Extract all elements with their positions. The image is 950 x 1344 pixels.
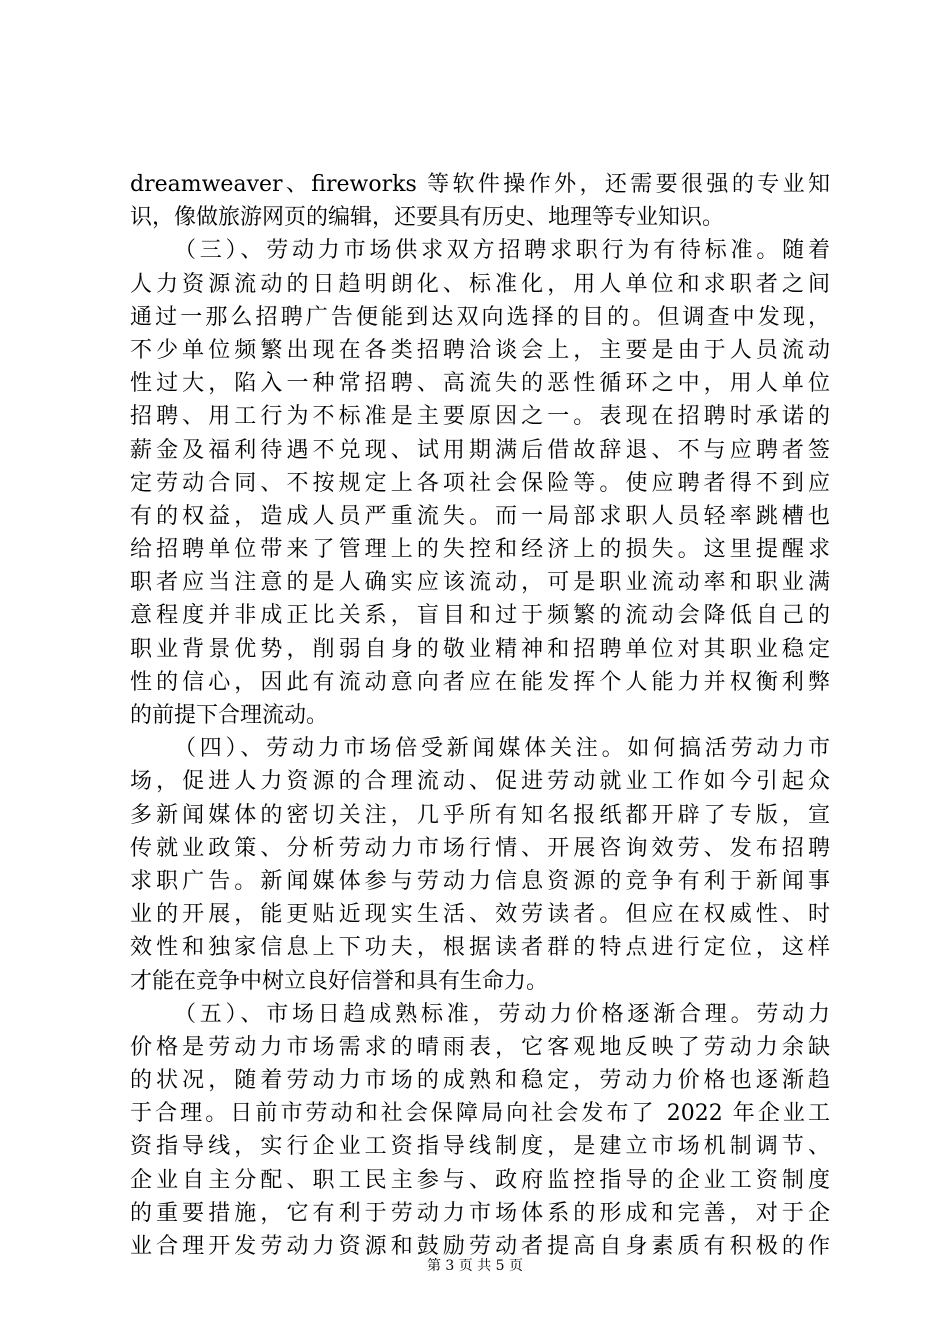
text-line: 识，像做旅游网页的编辑，还要具有历史、地理等专业知识。 [130, 205, 725, 231]
text-line: dreamweaver、fireworks 等软件操作外，还需要很强的专业知 [130, 172, 830, 197]
text-line: 求职广告。新闻媒体参与劳动力信息资源的竞争有利于新闻事 [130, 868, 830, 894]
text-line: 传就业政策、分析劳动力市场行情、开展咨询效劳、发布招聘 [130, 835, 830, 861]
text-line: 价格是劳动力市场需求的晴雨表，它客观地反映了劳动力余缺 [130, 1034, 830, 1060]
page-footer [0, 1256, 950, 1276]
text-line: 职业背景优势，削弱自身的敬业精神和招聘单位对其职业稳定 [130, 636, 830, 662]
text-line: 职者应当注意的是人确实应该流动，可是职业流动率和职业满 [130, 570, 830, 596]
text-line: （五）、市场日趋成熟标准，劳动力价格逐渐合理。劳动力 [174, 1001, 830, 1027]
text-line: 意程度并非成正比关系，盲目和过于频繁的流动会降低自己的 [130, 603, 830, 629]
text-line: 的重要措施，它有利于劳动力市场体系的形成和完善，对于企 [130, 1200, 830, 1226]
text-line: 多新闻媒体的密切关注，几乎所有知名报纸都开辟了专版，宣 [130, 802, 830, 828]
text-line: 资指导线，实行企业工资指导线制度，是建立市场机制调节、 [130, 1134, 830, 1160]
text-line: 人力资源流动的日趋明朗化、标准化，用人单位和求职者之间 [130, 271, 830, 297]
text-line: 薪金及福利待遇不兑现、试用期满后借故辞退、不与应聘者签 [130, 437, 830, 463]
document-body [130, 168, 830, 1263]
text-line: 业的开展，能更贴近现实生活、效劳读者。但应在权威性、时 [130, 902, 830, 928]
text-line: 性的信心，因此有流动意向者应在能发挥个人能力并权衡利弊 [130, 669, 830, 695]
page-number: 第 3 页 共 5 页 [426, 1258, 524, 1274]
text-line: 通过一那么招聘广告便能到达双向选择的目的。但调查中发现， [130, 304, 830, 330]
text-line: 不少单位频繁出现在各类招聘洽谈会上，主要是由于人员流动 [130, 337, 830, 363]
text-line: 业合理开发劳动力资源和鼓励劳动者提高自身素质有积极的作 [130, 1234, 830, 1259]
text-line: 场，促进人力资源的合理流动、促进劳动就业工作如今引起众 [130, 769, 830, 795]
text-line: 才能在竞争中树立良好信誉和具有生命力。 [130, 968, 549, 994]
text-line: （四）、劳动力市场倍受新闻媒体关注。如何搞活劳动力市 [174, 736, 830, 762]
text-line: 给招聘单位带来了管理上的失控和经济上的损失。这里提醒求 [130, 537, 830, 563]
text-line: 于合理。日前市劳动和社会保障局向社会发布了 2022 年企业工 [130, 1101, 830, 1127]
text-line: 效性和独家信息上下功夫，根据读者群的特点进行定位，这样 [130, 935, 830, 961]
text-line: 的状况，随着劳动力市场的成熟和稳定，劳动力价格也逐渐趋 [130, 1068, 830, 1094]
text-line: 招聘、用工行为不标准是主要原因之一。表现在招聘时承诺的 [130, 404, 830, 430]
text-line: 定劳动合同、不按规定上各项社会保险等。使应聘者得不到应 [130, 470, 830, 496]
text-line: 性过大，陷入一种常招聘、高流失的恶性循环之中，用人单位 [130, 371, 830, 397]
text-line: 的前提下合理流动。 [130, 703, 329, 728]
text-line: 企业自主分配、职工民主参与、政府监控指导的企业工资制度 [130, 1167, 830, 1193]
text-line: 有的权益，造成人员严重流失。而一局部求职人员轻率跳槽也 [130, 503, 830, 529]
text-line: （三）、劳动力市场供求双方招聘求职行为有待标准。随着 [174, 238, 830, 264]
